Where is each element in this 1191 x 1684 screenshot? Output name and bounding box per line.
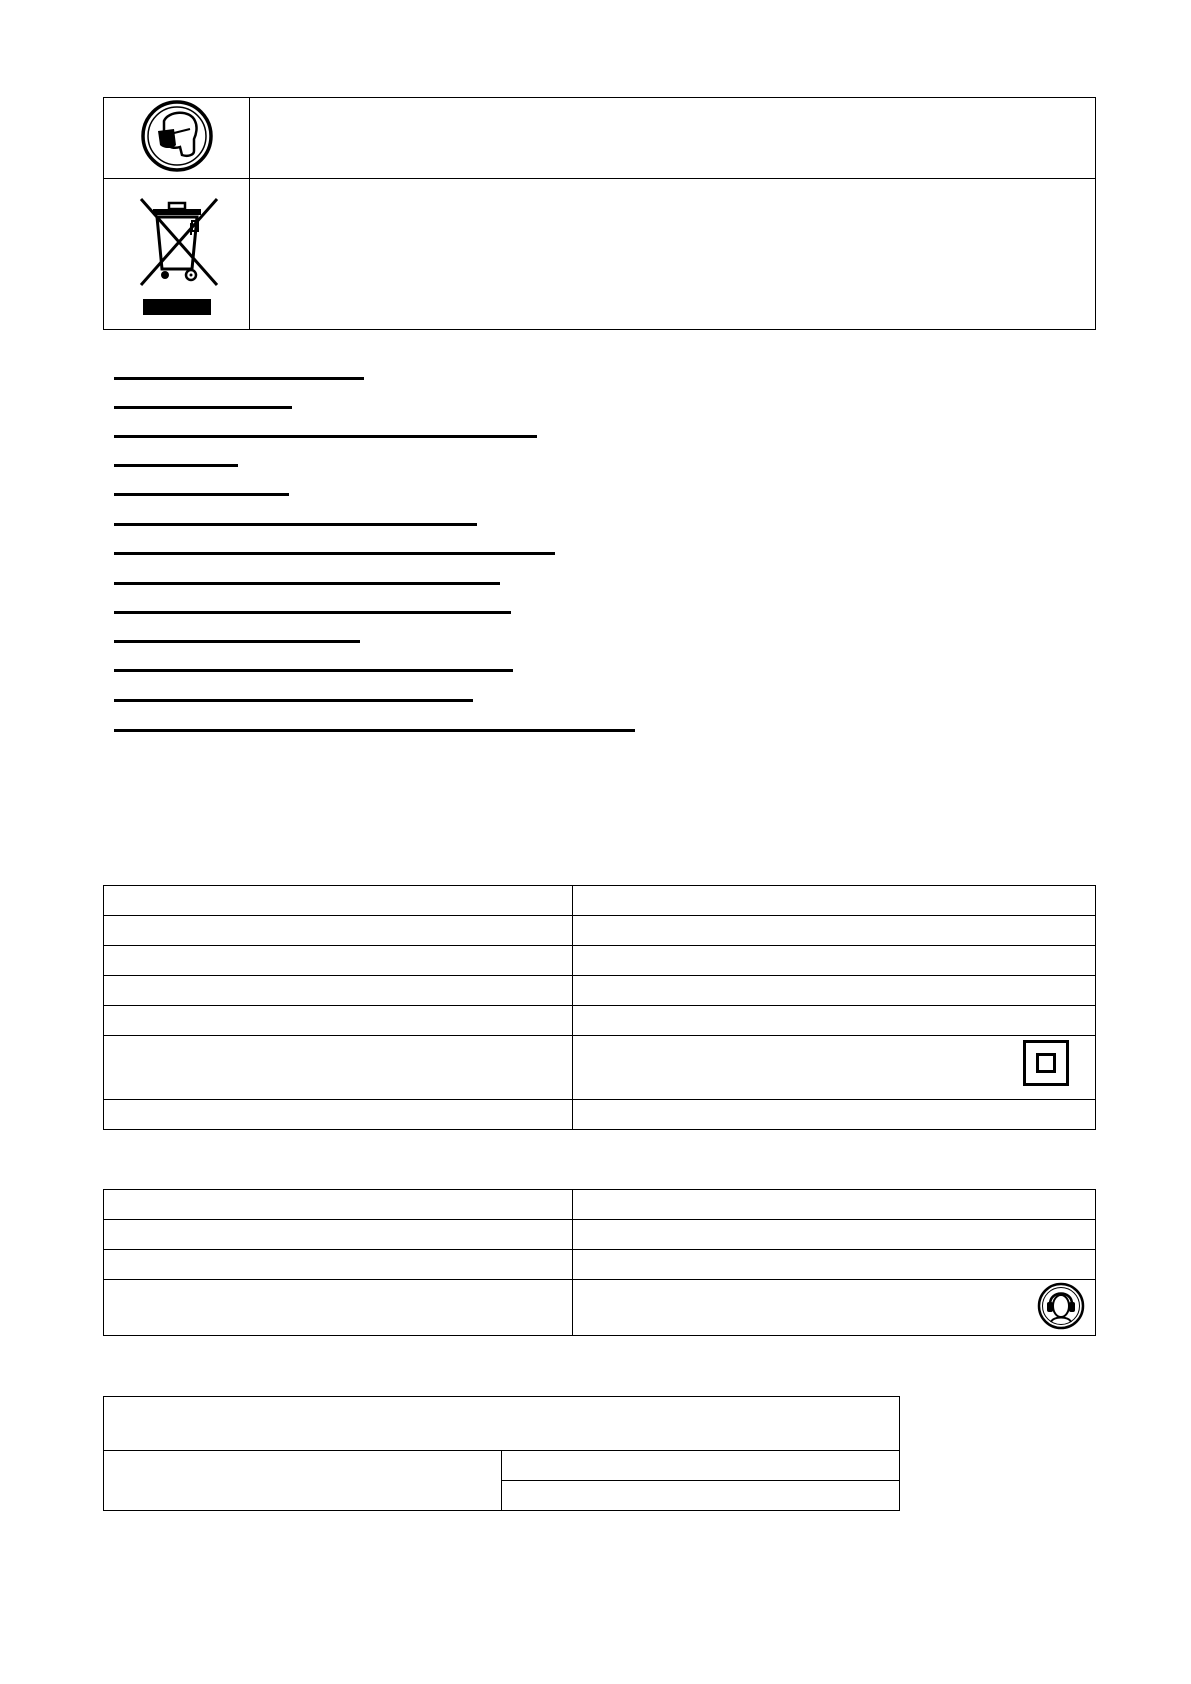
heading-underline: [114, 493, 289, 496]
table-row: [104, 1397, 900, 1451]
table-row: [104, 1190, 1096, 1220]
table-cell-value: [573, 1036, 1096, 1100]
table-cell-label: [104, 1006, 573, 1036]
table-cell-value: [573, 916, 1096, 946]
heading-underline: [114, 582, 500, 585]
heading-underline: [114, 552, 555, 555]
table-cell-label: [104, 976, 573, 1006]
table-cell-value: [573, 1220, 1096, 1250]
symbol-row: [104, 98, 1096, 179]
table-cell-label: [104, 1100, 573, 1130]
table-cell-value: [573, 1100, 1096, 1130]
table-row: [104, 1100, 1096, 1130]
protection-class-ii-inner: [1036, 1053, 1056, 1073]
table-row: [104, 1036, 1096, 1100]
symbol-text: [250, 179, 1096, 330]
table-row: [104, 1280, 1096, 1336]
table-cell-label: [104, 1220, 573, 1250]
table-cell-value: [573, 1280, 1096, 1336]
table-cell-value: [502, 1451, 900, 1481]
table-cell-label: [104, 946, 573, 976]
table-row: [104, 976, 1096, 1006]
technical-data-table: [103, 885, 1096, 1130]
table-cell-label: [104, 1036, 573, 1100]
weee-crossed-bin-icon: [129, 187, 225, 317]
heading-underline: [114, 377, 364, 380]
table-cell-value: [573, 976, 1096, 1006]
table-row: [104, 1220, 1096, 1250]
dust-mask-icon: [140, 99, 214, 173]
protection-class-ii-icon: [1023, 1040, 1069, 1086]
table-cell-label: [104, 886, 573, 916]
table-cell-value: [502, 1481, 900, 1511]
table-cell-label: [104, 1250, 573, 1280]
heading-underline: [114, 669, 513, 672]
table-row: [104, 916, 1096, 946]
symbol-row: [104, 179, 1096, 330]
table-cell-value: [573, 1006, 1096, 1036]
heading-underline: [114, 523, 477, 526]
table-cell-label: [104, 1190, 573, 1220]
symbol-icon-cell: [104, 98, 250, 179]
table-row: [104, 1451, 900, 1481]
table-cell-label: [104, 916, 573, 946]
table-header-cell: [104, 1397, 900, 1451]
heading-underline: [114, 729, 635, 732]
heading-underline: [114, 611, 511, 614]
vibration-data-table: [103, 1396, 900, 1511]
symbol-icon-cell: [104, 179, 250, 330]
noise-data-table: [103, 1189, 1096, 1336]
table-cell-value: [573, 886, 1096, 916]
symbol-table: [103, 97, 1096, 330]
table-cell-value: [573, 1190, 1096, 1220]
heading-underline: [114, 699, 473, 702]
table-cell-value: [573, 946, 1096, 976]
table-row: [104, 946, 1096, 976]
table-cell-value: [573, 1250, 1096, 1280]
heading-underline: [114, 435, 537, 438]
heading-underline: [114, 640, 360, 643]
symbol-text: [250, 98, 1096, 179]
table-row: [104, 886, 1096, 916]
table-row: [104, 1250, 1096, 1280]
table-cell-label: [104, 1280, 573, 1336]
heading-underline: [114, 406, 292, 409]
heading-underline: [114, 464, 238, 467]
table-row: [104, 1006, 1096, 1036]
table-cell-label: [104, 1451, 502, 1511]
ear-protection-icon: [1037, 1282, 1085, 1330]
